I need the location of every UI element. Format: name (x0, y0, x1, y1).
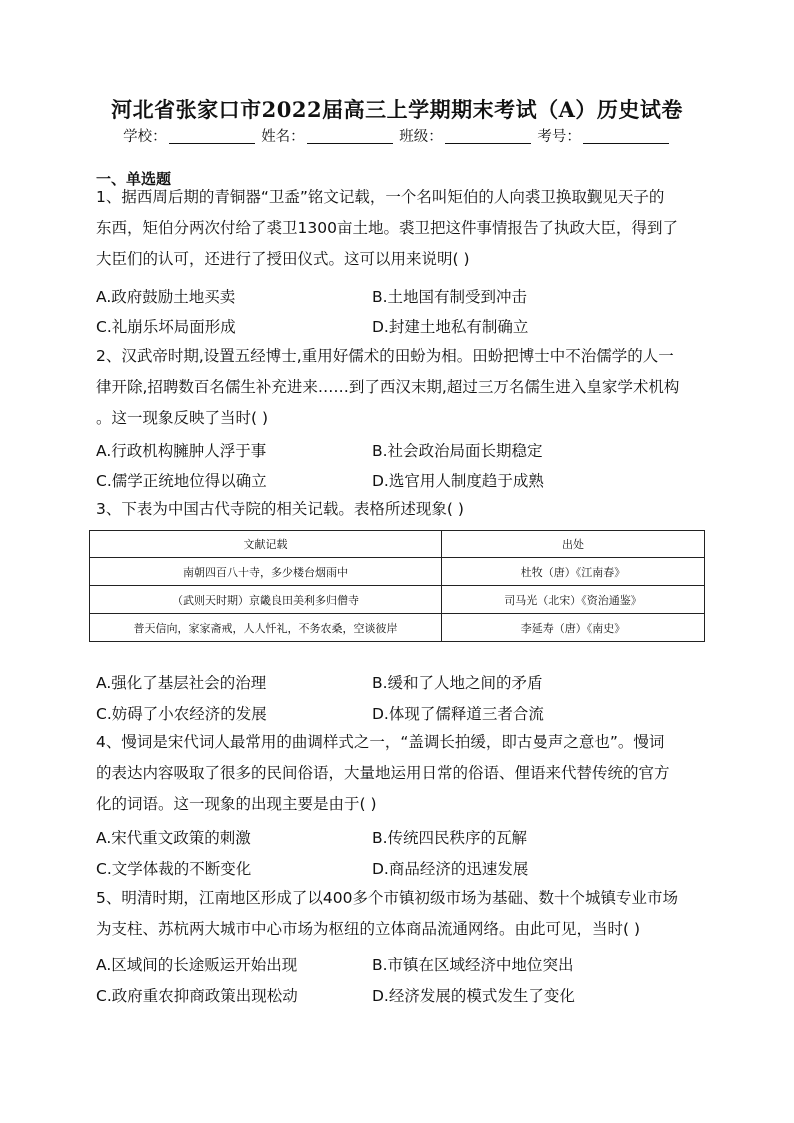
q2-option-b: B.社会政治局面长期稳定 (372, 442, 543, 460)
table-cell: 普天信向，家家斋戒，人人忏礼，不务农桑，空谈彼岸 (90, 614, 442, 642)
question-line: 东西，矩伯分两次付给了裘卫1300亩土地。裘卫把这件事情报告了执政大臣，得到了 (96, 219, 678, 237)
question-line: 3、下表为中国古代寺院的相关记载。表格所述现象( ) (96, 500, 464, 518)
question-line: 。这一现象反映了当时( ) (96, 409, 269, 427)
table-row (90, 558, 705, 586)
q1-option-b: B.土地国有制受到冲击 (372, 288, 528, 306)
school-label: 学校： (123, 129, 167, 145)
q4-option-c: C.文学体裁的不断变化 (96, 860, 252, 878)
exam-title: 河北省张家口市2022届高三上学期期末考试（A）历史试卷 (111, 97, 683, 122)
q1-option-d: D.封建土地私有制确立 (372, 318, 529, 336)
q3-option-c: C.妨碍了小农经济的发展 (96, 705, 267, 723)
question-line: 5、明清时期，江南地区形成了以400多个市镇初级市场为基础、数十个城镇专业市场 (96, 889, 678, 907)
class-label: 班级： (399, 129, 443, 145)
question-2-stem (96, 341, 701, 434)
q4-option-b: B.传统四民秩序的瓦解 (372, 829, 528, 847)
question-line: 1、据西周后期的青铜器“卫盉”铭文记载，一个名叫矩伯的人向裘卫换取觐见天子的 (96, 188, 665, 206)
question-5-stem (96, 883, 701, 945)
q3-option-d: D.体现了儒释道三者合流 (372, 705, 544, 723)
table-header-row (90, 531, 705, 558)
class-blank (445, 128, 531, 144)
q5-option-d: D.经济发展的模式发生了变化 (372, 987, 575, 1005)
q5-option-c: C.政府重农抑商政策出现松动 (96, 987, 298, 1005)
name-blank (307, 128, 393, 144)
exam-number-blank (583, 128, 669, 144)
q4-option-a: A.宋代重文政策的刺激 (96, 829, 251, 847)
table-header-cell: 出处 (442, 531, 705, 558)
table-cell: （武则天时期）京畿良田美利多归僧寺 (90, 586, 442, 614)
q3-option-a: A.强化了基层社会的治理 (96, 674, 267, 692)
question-4-stem (96, 727, 701, 820)
q1-option-c: C.礼崩乐坏局面形成 (96, 318, 236, 336)
name-label: 姓名： (261, 129, 305, 145)
question-1-stem (96, 182, 701, 275)
question-line: 律开除,招聘数百名儒生补充进来……到了西汉末期,超过三万名儒生进入皇家学术机构 (96, 378, 680, 396)
table-cell: 司马光（北宋）《资治通鉴》 (442, 586, 705, 614)
q1-option-a: A.政府鼓励土地买卖 (96, 288, 236, 306)
table-row (90, 586, 705, 614)
question-line: 大臣们的认可，还进行了授田仪式。这可以用来说明( ) (96, 250, 470, 268)
question-line: 化的词语。这一现象的出现主要是由于( ) (96, 795, 377, 813)
question-line: 的表达内容吸取了很多的民间俗语，大量地运用日常的俗语、俚语来代替传统的官方 (96, 764, 670, 782)
question-line: 为支柱、苏杭两大城市中心市场为枢纽的立体商品流通网络。由此可见，当时( ) (96, 920, 641, 938)
table-cell: 南朝四百八十寺，多少楼台烟雨中 (90, 558, 442, 586)
source-table (89, 530, 705, 642)
school-blank (169, 128, 255, 144)
q4-option-d: D.商品经济的迅速发展 (372, 860, 529, 878)
table-cell: 李延寿（唐）《南史》 (442, 614, 705, 642)
q2-option-c: C.儒学正统地位得以确立 (96, 472, 267, 490)
q5-option-b: B.市镇在区域经济中地位突出 (372, 956, 574, 974)
table-row (90, 614, 705, 642)
question-line: 2、汉武帝时期,设置五经博士,重用好儒术的田蚡为相。田蚡把博士中不治儒学的人一 (96, 347, 674, 365)
q5-option-a: A.区域间的长途贩运开始出现 (96, 956, 298, 974)
question-line: 4、慢词是宋代词人最常用的曲调样式之一，“盖调长拍缓，即古曼声之意也”。慢词 (96, 733, 665, 751)
q2-option-d: D.选官用人制度趋于成熟 (372, 472, 544, 490)
exam-number-label: 考号： (537, 129, 581, 145)
q2-option-a: A.行政机构臃肿人浮于事 (96, 442, 267, 460)
table-header-cell: 文献记载 (90, 531, 442, 558)
table-cell: 杜牧（唐）《江南春》 (442, 558, 705, 586)
question-3-stem (96, 494, 701, 525)
q3-option-b: B.缓和了人地之间的矛盾 (372, 674, 543, 692)
student-info-line (0, 125, 794, 146)
section-title: 一、单选题 (96, 170, 172, 188)
